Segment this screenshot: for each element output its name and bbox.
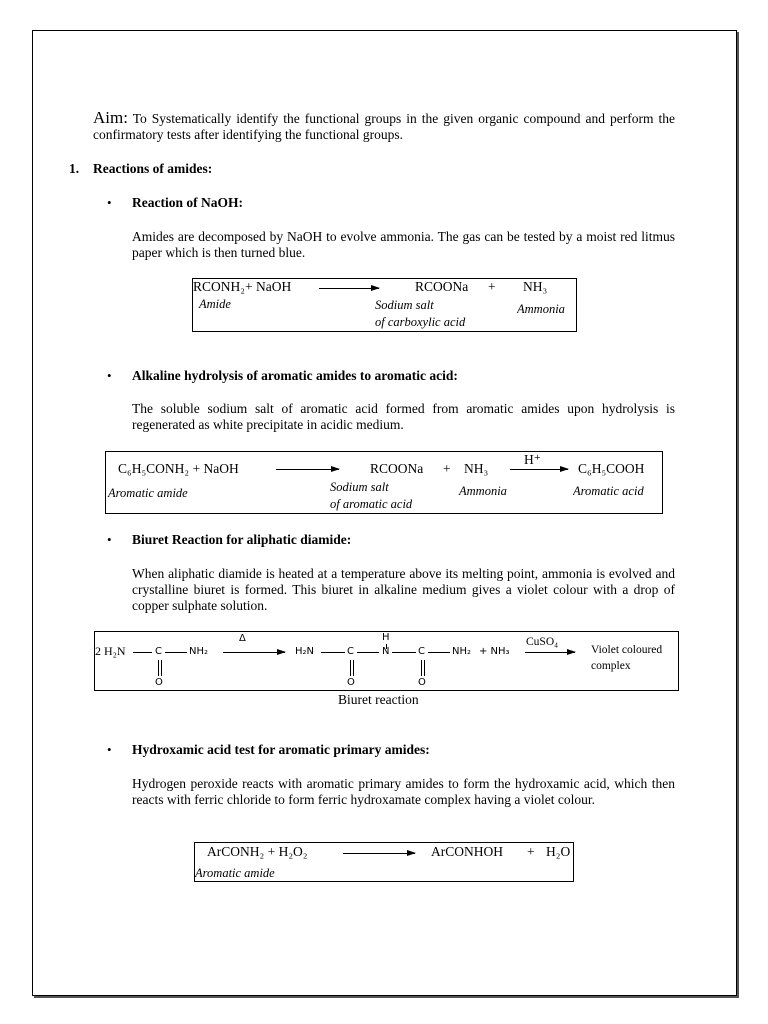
plus-sign: + — [488, 279, 496, 294]
bond-line — [133, 652, 152, 653]
carbon-atom: C — [155, 646, 162, 657]
biuret-caption: Biuret reaction — [338, 692, 419, 707]
reaction-arrow — [343, 853, 415, 854]
result-line2: complex — [591, 660, 631, 672]
carbon-atom: C — [418, 646, 425, 657]
naoh-text: Amides are decomposed by NaOH to evolve ammonia. The gas can be tested by a moist red litmus paper which is then turned blue. — [132, 229, 675, 260]
biuret-text: When aliphatic diamide is heated at a temperature above its melting point, ammonia is evolved and crystalline biuret is formed. This biuret in alkaline medium gives a violet colour with a drop of copper sulphate solution. — [132, 566, 675, 613]
alkaline-title: Alkaline hydrolysis of aromatic amides to aromatic acid: — [132, 368, 458, 383]
reaction-arrow — [276, 469, 339, 470]
alkaline-text: The soluble sodium salt of aromatic acid formed from aromatic amides upon hydrolysis is regenerated as white precipitate in acidic medium. — [132, 401, 675, 432]
double-bond — [424, 660, 425, 676]
section-number: 1. — [69, 161, 80, 176]
biuret-title: Biuret Reaction for aliphatic diamide: — [132, 532, 352, 547]
double-bond — [161, 660, 162, 676]
oxygen-atom: O — [418, 677, 426, 688]
hydroxamic-reactants: ArCONH₂ + H₂O₂ — [207, 844, 308, 859]
reaction-arrow — [525, 652, 575, 653]
reaction-arrow — [319, 288, 379, 289]
label-aromatic-acid-salt: of aromatic acid — [330, 497, 413, 511]
hydrogen-atom: H — [382, 632, 390, 643]
alkaline-equation-box — [105, 451, 663, 514]
hydroxamic-text: Hydrogen peroxide reacts with aromatic primary amides to form the hydroxamic acid, which then reacts with ferric chloride to form ferric hydroxamate complex having a violet colour. — [132, 776, 675, 807]
bullet-icon: • — [107, 742, 112, 757]
nh2-group: NH₂ — [189, 646, 209, 657]
naoh-reactants: RCONH₂+ NaOH — [193, 279, 292, 294]
bond-line — [392, 652, 416, 653]
oxygen-atom: O — [347, 677, 355, 688]
aim-text: To Systematically identify the functional groups in the given organic compound and perform the confirmatory tests after identifying the functional groups. — [93, 111, 675, 142]
carbon-atom: C — [347, 646, 354, 657]
bullet-icon: • — [107, 532, 112, 547]
aim-label: Aim: — [93, 108, 128, 127]
nh3-product: + NH₃ — [479, 646, 510, 657]
alkaline-reactants: C₆H₅CONH₂ + NaOH — [118, 461, 239, 476]
label-aromatic-amide: Aromatic amide — [108, 486, 188, 500]
label-sodium-salt: Sodium salt — [330, 480, 389, 494]
section-title: Reactions of amides: — [93, 161, 213, 176]
reaction-arrow — [223, 652, 285, 653]
naoh-title: Reaction of NaOH: — [132, 195, 243, 210]
bond-line — [428, 652, 450, 653]
hydroxamic-product2: H₂O — [546, 844, 571, 859]
label-amide: Amide — [199, 297, 231, 311]
double-bond — [350, 660, 351, 676]
alkaline-product1: RCOONa — [370, 461, 424, 476]
aim-paragraph — [93, 110, 675, 143]
biuret-equation-box — [94, 631, 679, 691]
label-sodium-salt: Sodium salt — [375, 298, 434, 312]
naoh-product2: NH₃ — [523, 279, 548, 294]
hydroxamic-title: Hydroxamic acid test for aromatic primary amides: — [132, 742, 430, 757]
alkaline-product3: C₆H₅COOH — [578, 461, 645, 476]
plus-sign: + — [527, 844, 535, 859]
bullet-icon: • — [107, 368, 112, 383]
catalyst-h-plus: H⁺ — [524, 452, 541, 467]
bond-line — [165, 652, 187, 653]
bond-line — [357, 652, 379, 653]
result-line1: Violet coloured — [591, 644, 663, 656]
oxygen-atom: O — [155, 677, 163, 688]
reaction-arrow — [510, 469, 568, 470]
bond-line — [321, 652, 345, 653]
h2n-group: H₂N — [295, 646, 315, 657]
bullet-icon: • — [107, 195, 112, 210]
double-bond — [353, 660, 354, 676]
label-aromatic-acid: Aromatic acid — [573, 484, 644, 498]
cuso4-reagent: CuSO₄ — [526, 636, 559, 648]
naoh-product1: RCOONa — [415, 279, 469, 294]
plus-sign: + — [443, 461, 451, 476]
hydroxamic-equation-box — [194, 842, 574, 882]
nitrogen-atom: N — [382, 646, 390, 657]
nh2-group: NH₂ — [452, 646, 472, 657]
alkaline-product2: NH₃ — [464, 461, 489, 476]
label-ammonia: Ammonia — [459, 484, 507, 498]
label-carboxylic-acid: of carboxylic acid — [375, 315, 466, 329]
double-bond — [158, 660, 159, 676]
heat-symbol: Δ — [239, 633, 246, 644]
naoh-equation-box — [192, 278, 577, 332]
label-ammonia: Ammonia — [517, 302, 565, 316]
hydroxamic-product1: ArCONHOH — [431, 844, 503, 859]
label-aromatic-amide: Aromatic amide — [195, 866, 275, 880]
biuret-coefficient-h2n: 2 H₂N — [95, 644, 126, 658]
double-bond — [421, 660, 422, 676]
